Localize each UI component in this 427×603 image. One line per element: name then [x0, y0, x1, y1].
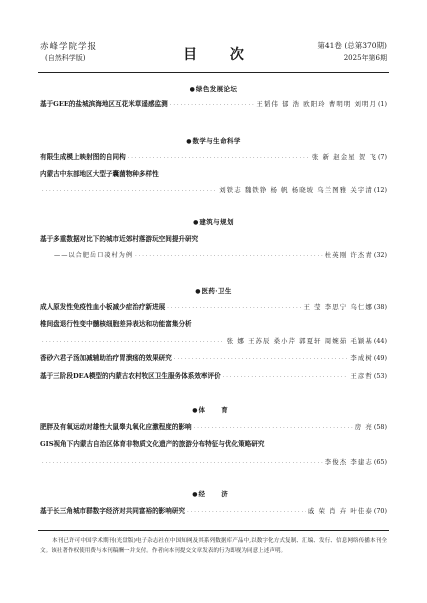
header-rule: [38, 72, 389, 73]
section-heading: ●绿色发展论坛: [189, 85, 238, 93]
toc-entry[interactable]: 基于三阶段DEA模型的内蒙古农村牧区卫生服务体系效率评价 · · · 王彦哲 (53): [40, 371, 387, 381]
toc-entry[interactable]: 基于GEE的盐城滨海地区互花米草遥感监测 · · · 王韬伟 郁 浩 欧阳玲 曹明明 刘明月 (1): [40, 99, 387, 109]
bullet-icon: ●: [192, 407, 198, 414]
toc-entry[interactable]: 成人原发性免疫性血小板减少症治疗新进展 · · · 王 莹 李思宁 乌仁娜 (38): [40, 302, 387, 312]
toc-entry-authors: · · · 李俊杰 李建志 (65): [40, 457, 387, 467]
toc-entry-authors: · · · 刘铁志 魏铁铮 杨 帆 杨晓坡 乌兰图雅 关宇清 (12): [40, 185, 387, 195]
toc-title: 目 次: [183, 47, 258, 63]
dot-leader: [194, 422, 353, 433]
dot-leader: [174, 353, 349, 364]
journal-title: 赤峰学院学报: [40, 42, 98, 52]
footer-rule: [38, 530, 389, 531]
dot-leader: [42, 336, 225, 347]
dot-leader: [223, 371, 349, 382]
journal-edition: (自然科学版): [45, 54, 86, 62]
toc-entry[interactable]: 有限生成模上映射图的自同构 · · · 张 新 赵金星 贺 飞 (7): [40, 152, 387, 162]
section-heading: ●经 济: [192, 490, 235, 498]
toc-entry-title[interactable]: 椎间盘退行性变中髓核细胞差异表达和功能富集分析: [40, 320, 192, 328]
dot-leader: [187, 506, 306, 517]
dot-leader: [128, 152, 310, 163]
issue-info: 2025年第6期: [343, 54, 387, 62]
toc-entry[interactable]: 基于长三角城市群数字经济对共同富裕的影响研究 · · · 戚 荣 肖 卉 叶佳泰 (70): [40, 506, 387, 516]
toc-entry-title[interactable]: GIS视角下内蒙古自治区体育非物质文化遗产的旅游分布特征与优化策略研究: [40, 440, 265, 448]
dot-leader: [42, 185, 217, 196]
page-header: [0, 40, 427, 70]
toc-entry-title[interactable]: 内蒙古中东部地区大型子囊菌物种多样性: [40, 170, 159, 178]
copyright-notice: 本刊已许可中国学术期刊(光盘版)电子杂志社在中国知网及其系列数据库产品中,以数字化方式复制、汇编、发行、信息网络传播本刊全文。该社著作权使用费与本刊稿酬一并支付。作者向本刊提交文章发表的行为即视为同意上述声明。: [40, 538, 387, 554]
volume-info: 第41卷 (总第370期): [317, 41, 387, 50]
toc-entry-title[interactable]: 基于多重数据对比下的城市近郊村落游玩空间提升研究: [40, 235, 199, 243]
section-heading: ●医药·卫生: [195, 287, 232, 295]
toc-entry-subtitle: ——以合肥岳口凌村为例 · · · 杜英刚 许杰青 (32): [40, 250, 387, 260]
dot-leader: [135, 250, 323, 261]
section-heading: ●建筑与规划: [193, 218, 234, 226]
section-heading: ●数学与生命科学: [186, 137, 241, 145]
section-heading: ●体 育: [192, 406, 235, 414]
dot-leader: [42, 457, 323, 468]
toc-entry[interactable]: 肥胖及有氧运动对雄性大鼠睾丸氧化应激程度的影响 · · · 房 亮 (58): [40, 422, 387, 432]
bullet-icon: ●: [193, 219, 199, 226]
bullet-icon: ●: [186, 138, 192, 145]
toc-entry-authors: · · · 张 娜 王苏辰 桑小芹 郭夏轩 周婉茹 毛颖基 (44): [40, 336, 387, 346]
bullet-icon: ●: [189, 86, 195, 93]
dot-leader: [170, 99, 255, 110]
bullet-icon: ●: [192, 491, 198, 498]
bullet-icon: ●: [195, 288, 201, 295]
toc-entry[interactable]: 香砂六君子汤加减辅助治疗胃溃疡的效果研究 · · · 李成树 (49): [40, 353, 387, 363]
dot-leader: [167, 302, 301, 313]
